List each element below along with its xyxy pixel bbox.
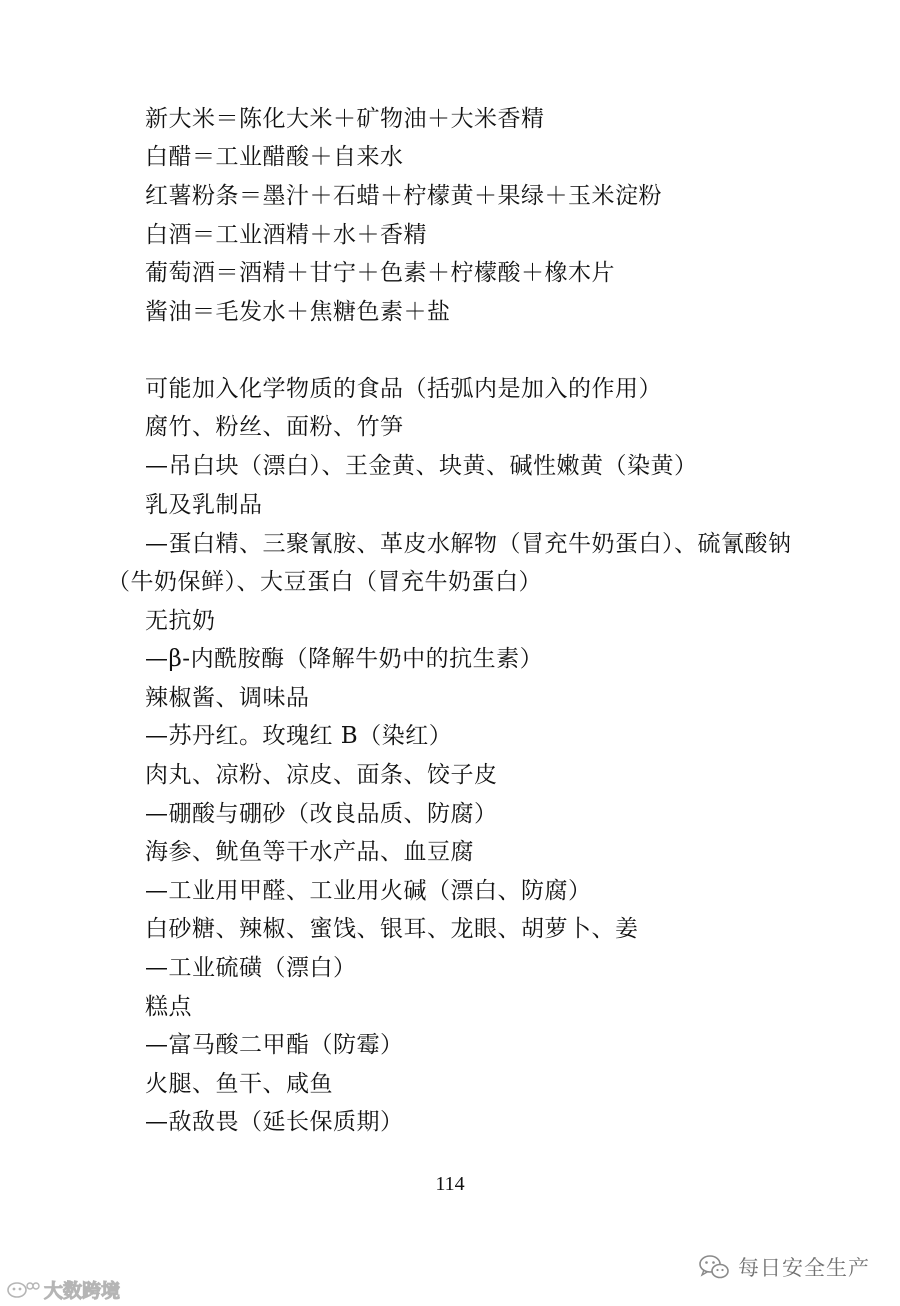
section-heading: 可能加入化学物质的食品（括弧内是加入的作用） bbox=[145, 376, 662, 402]
text-line: 红薯粉条＝墨汁＋石蜡＋柠檬黄＋果绿＋玉米淀粉 bbox=[145, 183, 662, 209]
text-line: —工业硫磺（漂白） bbox=[145, 955, 357, 981]
text-line: —敌敌畏（延长保质期） bbox=[145, 1109, 404, 1135]
social-logo-icon bbox=[6, 1278, 40, 1300]
text-line: 白砂糖、辣椒、蜜饯、银耳、龙眼、胡萝卜、姜 bbox=[145, 916, 639, 942]
page-number: 114 bbox=[435, 1173, 465, 1195]
text-line: 白酒＝工业酒精＋水＋香精 bbox=[145, 222, 427, 248]
wechat-icon bbox=[698, 1253, 730, 1281]
text-line: —硼酸与硼砂（改良品质、防腐） bbox=[145, 801, 498, 827]
text-line-continued: （牛奶保鲜）、大豆蛋白（冒充牛奶蛋白） bbox=[107, 569, 542, 595]
text-line: —蛋白精、三聚氰胺、革皮水解物（冒充牛奶蛋白）、硫氰酸钠 bbox=[145, 531, 792, 557]
watermark-right bbox=[698, 1252, 870, 1282]
watermark-left bbox=[6, 1276, 120, 1302]
text-line: 腐竹、粉丝、面粉、竹笋 bbox=[145, 414, 404, 440]
watermark-right-text: 每日安全生产 bbox=[738, 1256, 870, 1280]
text-line: 火腿、鱼干、咸鱼 bbox=[145, 1071, 333, 1097]
text-line: 乳及乳制品 bbox=[145, 492, 263, 518]
text-line: 海参、鱿鱼等干水产品、血豆腐 bbox=[145, 839, 474, 865]
text-line: 糕点 bbox=[145, 994, 192, 1020]
text-line: 葡萄酒＝酒精＋甘宁＋色素＋柠檬酸＋橡木片 bbox=[145, 260, 615, 286]
text-line: —富马酸二甲酯（防霉） bbox=[145, 1032, 404, 1058]
watermark-left-text: 大数跨境 bbox=[44, 1279, 121, 1302]
text-line: —吊白块（漂白）、王金黄、块黄、碱性嫩黄（染黄） bbox=[145, 453, 698, 479]
text-line: 辣椒酱、调味品 bbox=[145, 685, 310, 711]
text-line: 酱油＝毛发水＋焦糖色素＋盐 bbox=[145, 299, 451, 325]
text-line: —苏丹红。玫瑰红 B（染红） bbox=[145, 723, 453, 749]
text-line: —β-内酰胺酶（降解牛奶中的抗生素） bbox=[145, 646, 544, 672]
text-line: 白醋＝工业醋酸＋自来水 bbox=[145, 144, 404, 170]
text-line: —工业用甲醛、工业用火碱（漂白、防腐） bbox=[145, 878, 592, 904]
text-line: 新大米＝陈化大米＋矿物油＋大米香精 bbox=[145, 106, 545, 132]
text-line: 肉丸、凉粉、凉皮、面条、饺子皮 bbox=[145, 762, 498, 788]
text-line: 无抗奶 bbox=[145, 608, 216, 634]
